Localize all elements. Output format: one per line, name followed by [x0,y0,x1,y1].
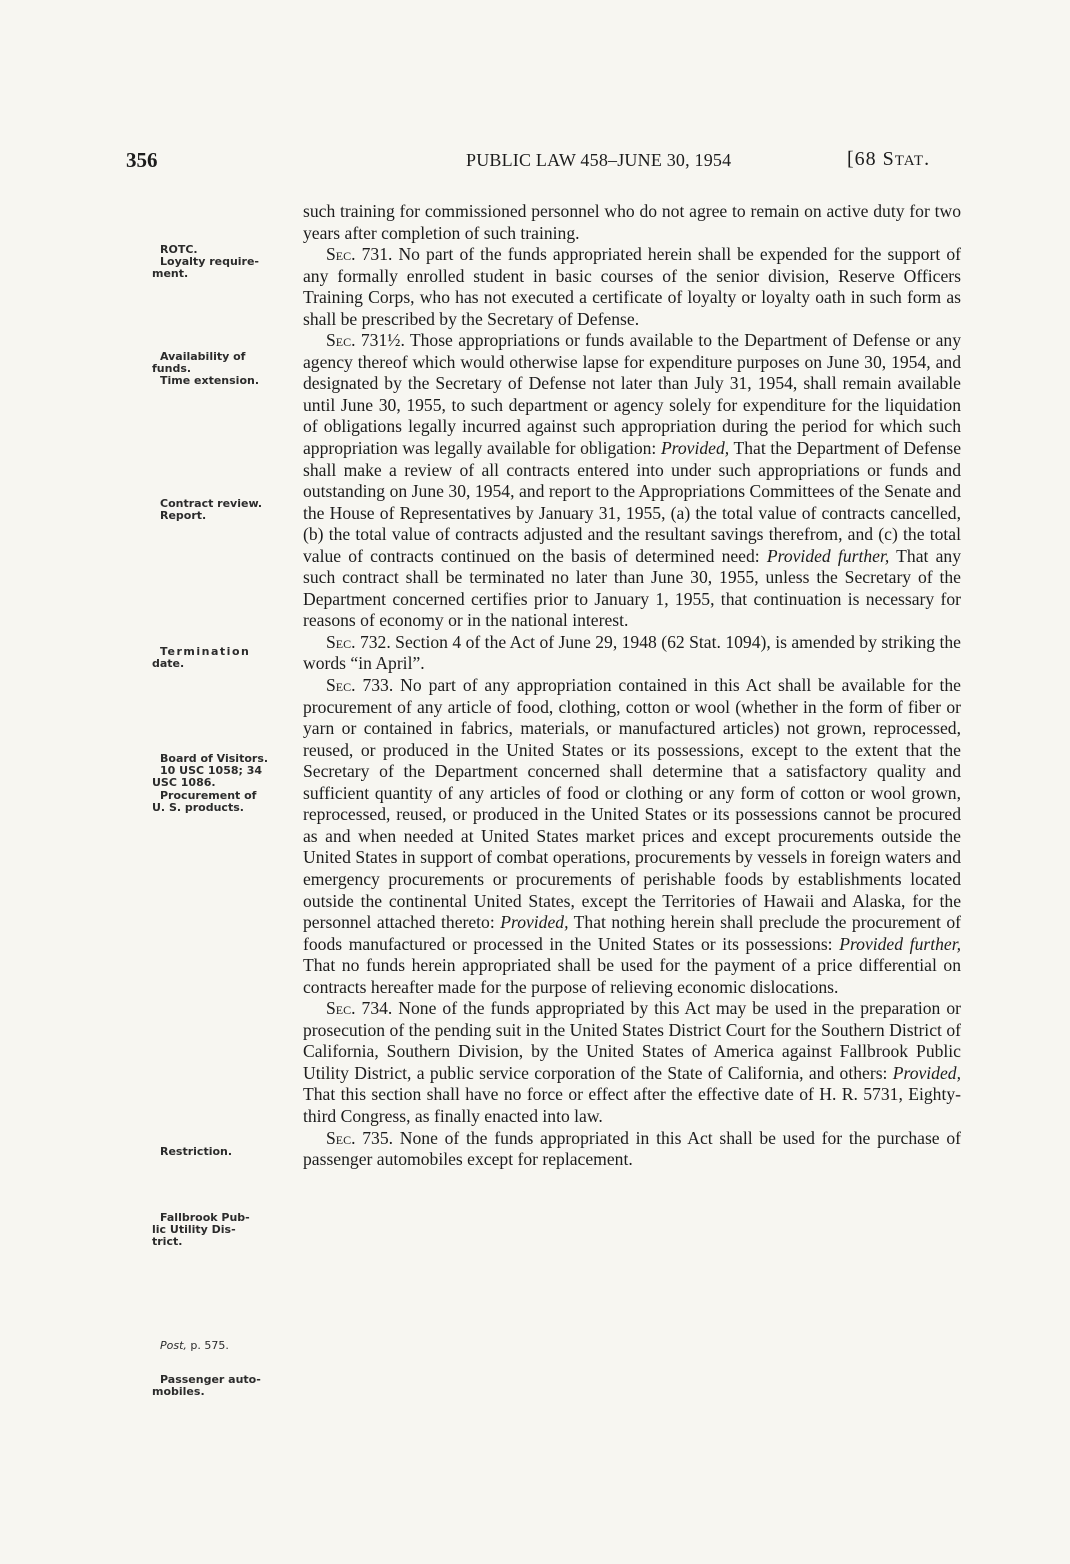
margin-note-restriction: Restriction. [160,1145,233,1158]
statute-reference: [68 STAT. [847,148,931,170]
page-number: 356 [126,148,158,172]
margin-note-passenger: Passenger auto- mobiles. [152,1373,261,1398]
margin-note-post: Post, p. 575. [160,1339,229,1352]
margin-note-rotc: ROTC. Loyalty require- ment. [152,243,259,280]
margin-note-contract-review: Contract review. Report. [160,497,263,522]
section-735: Sec. 735. None of the funds appropriated in this Act shall be used for the purchase of passenger automobiles except for replacement. [303,1127,961,1170]
margin-note-board-of-visitors: Board of Visitors. 10 USC 1058; 34 USC 1086. [152,752,269,789]
margin-note-availability: Availability of funds. Time extension. [152,350,260,387]
paragraph-continuation: such training for commissioned personnel who do not agree to remain on active duty for two years after completion of such training. [303,201,961,243]
section-731-half: Sec. 731½. Those appropriations or funds available to the Department of Defense or any agency thereof which would otherwise lapse for expenditure purposes on June 30, 1954, and designated by the Secretary of Defense not later than July 31, 1954, shall remain available until June 30, 1955, to such department or agency solely for expenditure for the liquidation of obligations legally incurred against such appropriation during the period for which such appropriation was legally available for obligation: Provided, That the Department of Defense shall make a review of all contracts entered into under such appropriations or funds and outstanding on June 30, 1954, and report to the Appropriations Committees of the Senate and the House of Representatives by January 31, 1955, (a) the total value of contracts cancelled, (b) the total value of contracts adjusted and the resultant savings therefrom, and (c) the total value of contracts continued on the basis of determined need: Provided further, That any such contract shall be terminated no later than June 30, 1955, unless the Secretary of the Department concerned certifies prior to January 1, 1955, that continuation is necessary for reasons of economy or in the national interest. [303,330,962,631]
section-733: Sec. 733. No part of any appropriation contained in this Act shall be available for the procurement of any article of food, clothing, cotton or wool (whether in the form of fiber or yarn or contained in fabrics, materials, or manufactured articles) not grown, reprocessed, reused, or produced in the United States or its possessions, except to the extent that the Secretary of the Department concerned shall determine that a satisfactory quality and sufficient quantity of any articles of food or clothing or any form of cotton or wool grown, reprocessed, reused, or produced in the United States or its possessions cannot be procured as and when needed at United States market prices and except procurements outside the United States in support of combat operations, procurements by vessels in foreign waters and emergency procurements or procurements of perishable foods by establishments located outside the continental United States, except the Territories of Hawaii and Alaska, for the personnel attached thereto: Provided, That nothing herein shall preclude the procurement of foods manufactured or processed in the United States or its possessions: Provided further, That no funds herein appropriated shall be used for the payment of a price differential on contracts hereafter made for the purpose of relieving economic dislocations. [303,675,961,997]
section-731: Sec. 731. No part of the funds appropriated herein shall be expended for the support of any formally enrolled student in basic courses of the senior division, Reserve Officers Training Corps, who has not executed a certificate of loyalty or loyalty oath in such form as shall be prescribed by the Secretary of Defense. [303,244,961,329]
running-title: PUBLIC LAW 458–JUNE 30, 1954 [466,150,732,170]
section-734: Sec. 734. None of the funds appropriated by this Act may be used in the preparation or prosecution of the pending suit in the United States District Court for the Southern District of California, Southern Division, by the United States of America against Fallbrook Public Utility District, a public service corporation of the State of California, and others: Provided, That this section shall have no force or effect after the effective date of H. R. 5731, Eighty-third Congress, as finally enacted into law. [303,998,961,1126]
margin-note-procurement: Procurement of U. S. products. [152,789,257,814]
body-text [303,201,961,1171]
page-header [0,148,1070,178]
margin-note-fallbrook: Fallbrook Pub- lic Utility Dis- trict. [152,1211,250,1248]
section-732: Sec. 732. Section 4 of the Act of June 29, 1948 (62 Stat. 1094), is amended by striking the words “in April”. [303,631,961,674]
margin-note-termination: Termination date. [152,645,251,670]
